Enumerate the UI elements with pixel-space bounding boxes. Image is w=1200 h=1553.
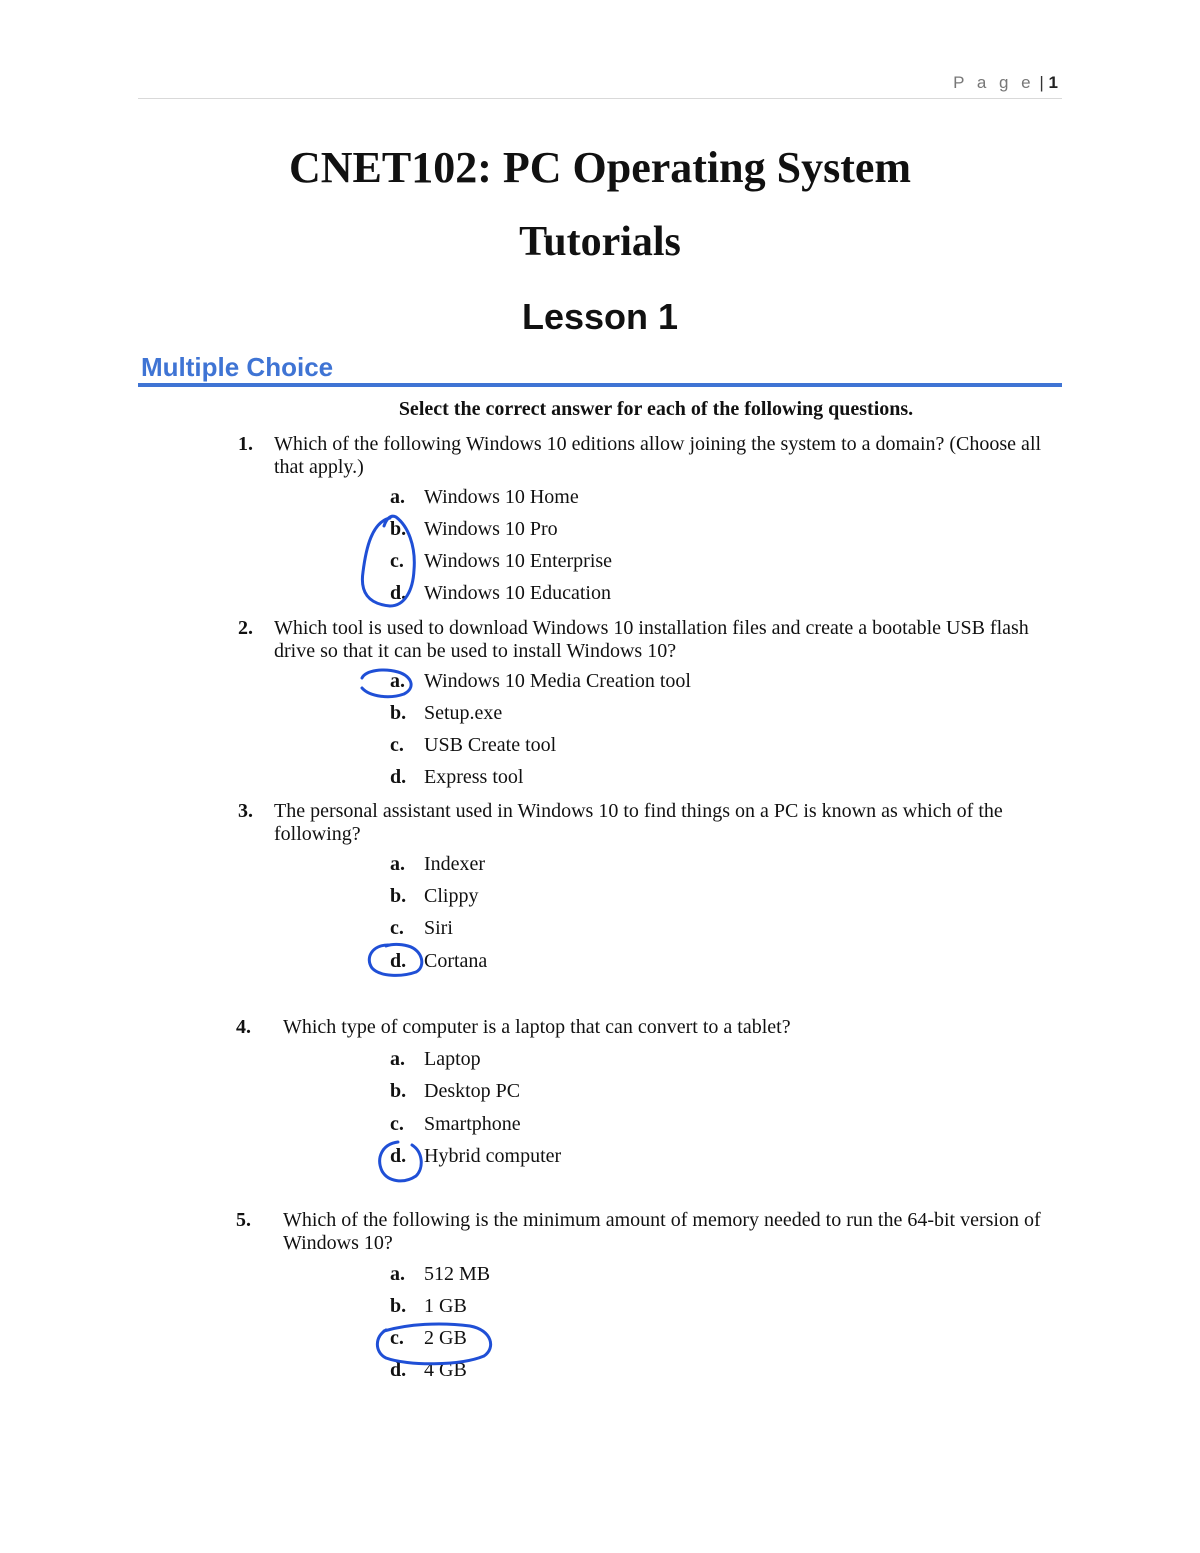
instructions: Select the correct answer for each of the following questions.	[398, 398, 914, 420]
option-letter: c.	[390, 1113, 404, 1135]
document-subtitle: Tutorials	[519, 219, 681, 265]
option-letter: c.	[390, 550, 404, 572]
option-letter: b.	[390, 1295, 407, 1317]
option-text: Windows 10 Pro	[424, 518, 558, 540]
option-letter: c.	[390, 734, 404, 756]
question-number: 5.	[236, 1209, 251, 1231]
page-number	[953, 73, 1058, 93]
answer-option	[390, 950, 487, 973]
answer-option	[390, 1295, 467, 1318]
option-text: Windows 10 Home	[424, 486, 579, 508]
option-text: Indexer	[424, 853, 486, 875]
option-letter: a.	[390, 1263, 405, 1285]
option-letter: a.	[390, 1048, 405, 1070]
option-text: 2 GB	[424, 1327, 467, 1349]
page-number-value: 1	[1048, 73, 1058, 92]
option-letter: d.	[390, 1359, 407, 1381]
question-text: The personal assistant used in Windows 10 to find things on a PC is known as which of the following?	[274, 800, 1003, 845]
document-title: CNET102: PC Operating System	[288, 143, 912, 192]
option-text: USB Create tool	[424, 734, 557, 756]
answer-option	[390, 766, 523, 789]
answer-option	[390, 1048, 481, 1071]
option-letter: d.	[390, 766, 407, 788]
option-text: Smartphone	[424, 1113, 521, 1135]
answer-option	[390, 518, 558, 541]
option-text: Desktop PC	[424, 1080, 521, 1102]
option-text: Setup.exe	[424, 702, 503, 724]
question-text: Which type of computer is a laptop that can convert to a tablet?	[283, 1016, 791, 1038]
option-letter: b.	[390, 518, 407, 540]
section-rule	[138, 383, 1062, 387]
option-text: Cortana	[424, 950, 488, 972]
page-header	[138, 70, 1062, 99]
option-text: 1 GB	[424, 1295, 467, 1317]
answer-option	[390, 1263, 490, 1286]
answer-option	[390, 670, 691, 693]
answer-option	[390, 550, 612, 573]
option-letter: a.	[390, 670, 405, 692]
option-text: Windows 10 Enterprise	[424, 550, 613, 572]
question-text: Which of the following is the minimum amount of memory needed to run the 64-bit version of Windows 10?	[283, 1209, 1041, 1254]
option-text: 512 MB	[424, 1263, 491, 1285]
option-letter: c.	[390, 917, 404, 939]
answer-option	[390, 1327, 467, 1350]
option-letter: b.	[390, 885, 407, 907]
answer-option	[390, 734, 556, 757]
option-letter: d.	[390, 950, 407, 972]
answer-option	[390, 1113, 521, 1136]
answer-option	[390, 1359, 467, 1382]
option-text: Windows 10 Education	[424, 582, 611, 604]
question-text: Which tool is used to download Windows 10 installation files and create a bootable USB flash drive so that it can be used to install Windows 10?	[274, 617, 1029, 662]
section-heading: Multiple Choice	[141, 352, 334, 382]
option-letter: d.	[390, 582, 407, 604]
option-letter: a.	[390, 486, 405, 508]
lesson-heading: Lesson 1	[521, 296, 679, 337]
answer-option	[390, 885, 478, 908]
question-text: Which of the following Windows 10 editions allow joining the system to a domain? (Choose all that apply.)	[274, 433, 1042, 478]
option-letter: b.	[390, 1080, 407, 1102]
option-text: Express tool	[424, 766, 524, 788]
option-text: Laptop	[424, 1048, 481, 1070]
option-text: Hybrid computer	[424, 1145, 562, 1167]
answer-option	[390, 486, 579, 509]
question-number: 1.	[238, 433, 253, 455]
option-letter: c.	[390, 1327, 404, 1349]
answer-option	[390, 702, 502, 725]
answer-option	[390, 582, 611, 605]
answer-option	[390, 1080, 520, 1103]
answer-option	[390, 1145, 561, 1168]
question-number: 3.	[238, 800, 253, 822]
answer-option	[390, 853, 485, 876]
option-text: Windows 10 Media Creation tool	[424, 670, 691, 692]
option-letter: b.	[390, 702, 407, 724]
answer-option	[390, 917, 453, 940]
option-letter: a.	[390, 853, 405, 875]
option-text: Siri	[424, 917, 453, 939]
option-text: 4 GB	[424, 1359, 467, 1381]
page-separator: |	[1039, 73, 1044, 92]
page-label: P a g e	[953, 73, 1035, 92]
option-text: Clippy	[424, 885, 479, 907]
question-number: 4.	[236, 1016, 251, 1038]
option-letter: d.	[390, 1145, 407, 1167]
question-number: 2.	[238, 617, 253, 639]
